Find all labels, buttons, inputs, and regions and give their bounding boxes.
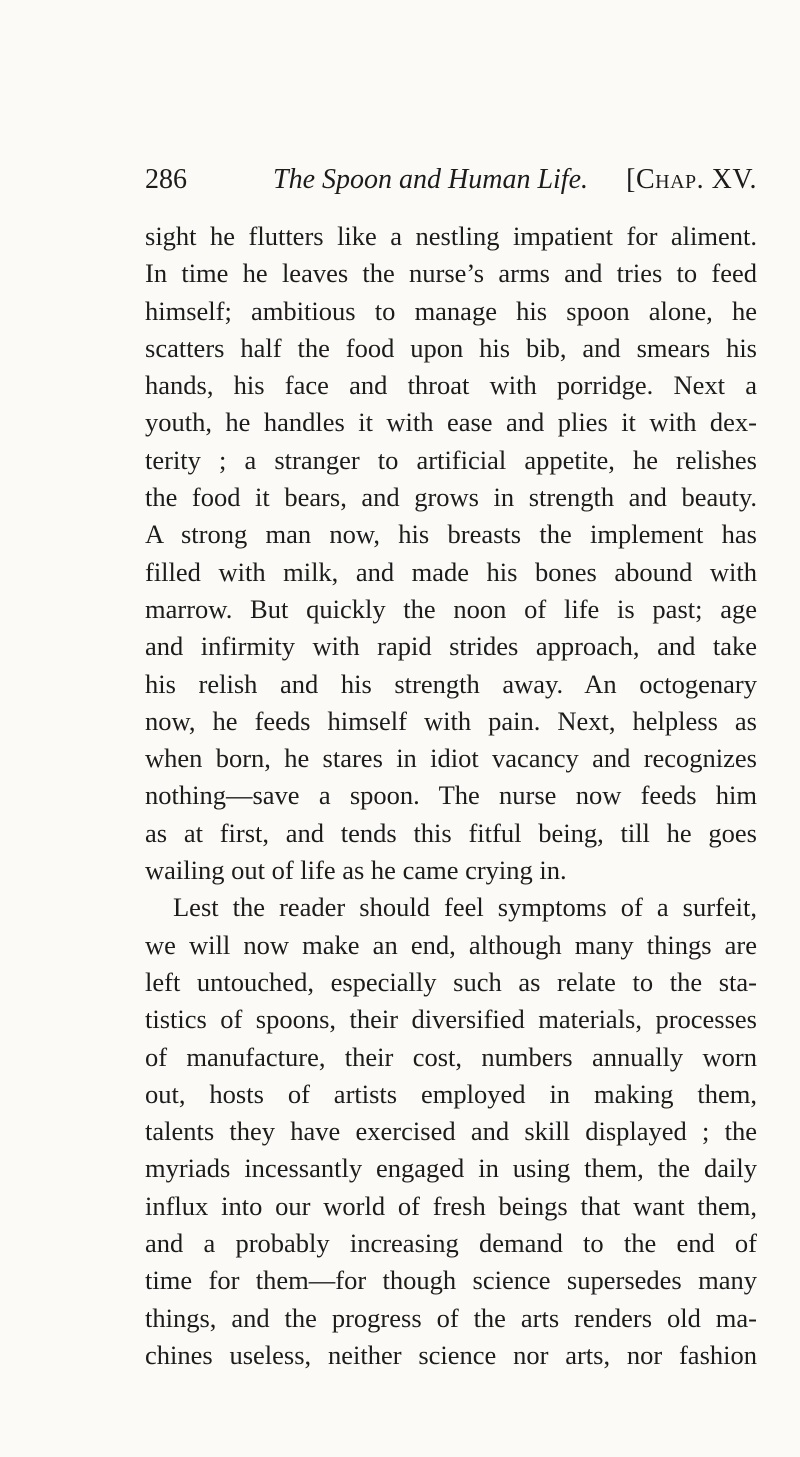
text-line: In time he leaves the nurse’s arms and tries to feed: [145, 258, 757, 289]
text-line: A strong man now, his breasts the implement has: [145, 519, 757, 550]
page-number: 286: [145, 164, 187, 195]
text-line: filled with milk, and made his bones abound with: [145, 556, 757, 587]
chapter-word: Chap.: [635, 164, 705, 195]
text-line: left untouched, especially such as relate to the sta-: [145, 966, 757, 997]
text-line: scatters half the food upon his bib, and smears his: [145, 332, 757, 363]
text-line: when born, he stares in idiot vacancy and recognizes: [145, 743, 757, 774]
text-line: marrow. But quickly the noon of life is past; age: [145, 593, 757, 624]
text-line: talents they have exercised and skill displayed ; the: [145, 1116, 757, 1147]
text-line: out, hosts of artists employed in making them,: [145, 1078, 757, 1109]
text-line: terity ; a stranger to artificial appetite, he relishes: [145, 444, 757, 475]
text-line: things, and the progress of the arts renders old ma-: [145, 1302, 757, 1333]
text-line: nothing—save a spoon. The nurse now feeds him: [145, 780, 757, 811]
text-line: sight he flutters like a nestling impatient for aliment.: [145, 221, 757, 251]
text-line: of manufacture, their cost, numbers annually worn: [145, 1041, 757, 1072]
text-line: wailing out of life as he came crying in.: [145, 855, 567, 886]
text-line: hands, his face and throat with porridge. Next a: [145, 370, 757, 401]
text-line: the food it bears, and grows in strength and beauty.: [145, 482, 757, 513]
text-line: influx into our world of fresh beings that want them,: [145, 1190, 757, 1221]
running-head: [145, 160, 757, 200]
text-line: his relish and his strength away. An octogenary: [145, 668, 757, 699]
chapter-number: XV.: [711, 164, 757, 195]
text-line: chines useless, neither science nor arts, nor fashion: [145, 1339, 757, 1370]
chapter-bracket: [: [626, 164, 636, 195]
text-line: himself; ambitious to manage his spoon alone, he: [145, 295, 757, 326]
body-text: [145, 218, 757, 1374]
text-line: and a probably increasing demand to the end of: [145, 1228, 757, 1259]
text-line: we will now make an end, although many things are: [145, 929, 757, 960]
text-line: tistics of spoons, their diversified materials, processes: [145, 1004, 757, 1035]
text-line: and infirmity with rapid strides approach, and take: [145, 631, 757, 662]
chapter-reference: [626, 160, 757, 200]
text-line: now, he feeds himself with pain. Next, helpless as: [145, 705, 757, 736]
text-line: time for them—for though science supersedes many: [145, 1265, 757, 1296]
text-line: youth, he handles it with ease and plies it with dex-: [145, 407, 757, 438]
running-title: The Spoon and Human Life.: [273, 164, 588, 195]
text-line: myriads incessantly engaged in using them, the daily: [145, 1153, 757, 1184]
text-line: as at first, and tends this fitful being, till he goes: [145, 817, 757, 848]
text-line: Lest the reader should feel symptoms of a surfeit,: [173, 892, 757, 923]
